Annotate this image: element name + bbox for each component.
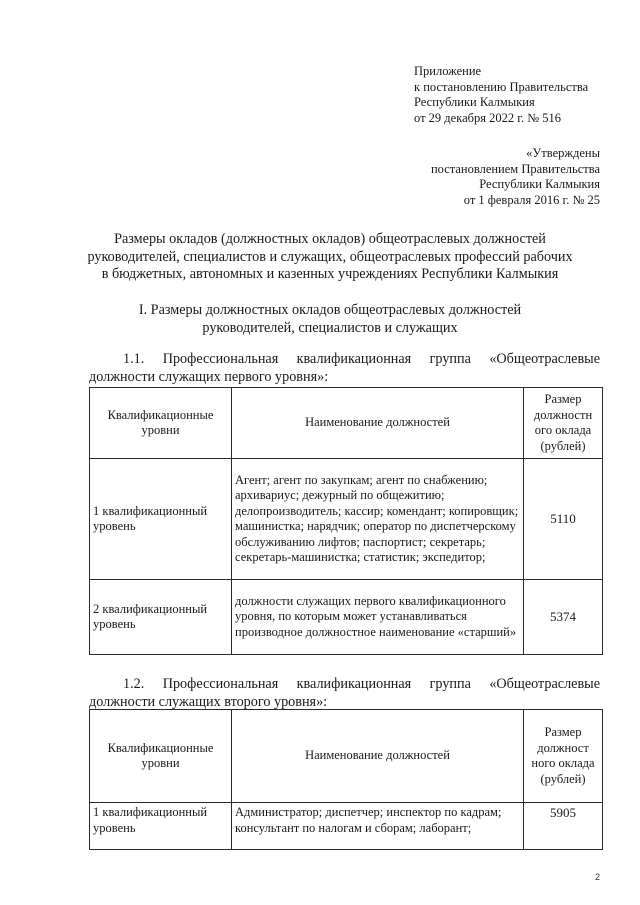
positions-cell: Агент; агент по закупкам; агент по снабжению; архивариус; дежурный по общежитию; делопроизводитель; кассир; комендант; копировщик; машинистка; нарядчик; оператор по диспетчерскому обслуживанию лифтов; паспортист; секретарь; секретарь-машинистка; статистик; экспедитор; bbox=[232, 459, 524, 580]
group-heading-line: должности служащих первого уровня»: bbox=[89, 368, 329, 385]
group-heading-line: должности служащих второго уровня»: bbox=[89, 693, 328, 710]
group-heading-1-1 bbox=[89, 351, 600, 386]
table-row bbox=[90, 580, 603, 655]
approval-line: постановлением Правительства bbox=[430, 161, 600, 176]
header-positions: Наименование должностей bbox=[232, 388, 524, 459]
appendix-line: Приложение bbox=[414, 64, 482, 78]
title-line: руководителей, специалистов и служащих, общеотраслевых профессий рабочих bbox=[87, 248, 573, 265]
positions-cell: Администратор; диспетчер; инспектор по кадрам; консультант по налогам и сборам; лаборант; bbox=[232, 803, 524, 850]
group-heading-line: 1.2. Профессиональная квалификационная группа «Общеотраслевые bbox=[123, 676, 600, 692]
salary-cell: 5374 bbox=[524, 580, 603, 655]
page-number: 2 bbox=[594, 872, 600, 882]
salary-cell: 5905 bbox=[524, 803, 603, 850]
section-heading bbox=[60, 302, 600, 337]
approval-reference bbox=[360, 146, 600, 208]
header-levels: Квалификационные уровни bbox=[90, 388, 232, 459]
appendix-line: Республики Калмыкия bbox=[414, 95, 535, 109]
approval-line: от 1 февраля 2016 г. № 25 bbox=[463, 192, 600, 207]
table-row bbox=[90, 459, 603, 580]
header-salary: Размер должностн ого оклада (рублей) bbox=[524, 388, 603, 459]
header-positions: Наименование должностей bbox=[232, 710, 524, 803]
salary-table-1-2 bbox=[89, 709, 603, 850]
group-heading-1-2 bbox=[89, 676, 600, 711]
appendix-reference bbox=[414, 64, 624, 126]
approval-line: Республики Калмыкия bbox=[479, 177, 600, 191]
title-line: в бюджетных, автономных и казенных учреждениях Республики Калмыкия bbox=[101, 266, 559, 282]
group-heading-line: 1.1. Профессиональная квалификационная группа «Общеотраслевые bbox=[123, 351, 600, 367]
table-header-row bbox=[90, 388, 603, 459]
title-line: Размеры окладов (должностных окладов) общеотраслевых должностей bbox=[114, 231, 546, 247]
appendix-line: к постановлению Правительства bbox=[414, 79, 589, 94]
table-row bbox=[90, 803, 603, 850]
header-levels: Квалификационные уровни bbox=[90, 710, 232, 803]
table-header-row bbox=[90, 710, 603, 803]
approval-line: «Утверждены bbox=[526, 146, 600, 160]
header-salary: Размер должност ного оклада (рублей) bbox=[524, 710, 603, 803]
document-title bbox=[60, 231, 600, 284]
section-heading-line: I. Размеры должностных окладов общеотраслевых должностей bbox=[138, 302, 522, 318]
level-cell: 2 квалификационный уровень bbox=[90, 580, 232, 655]
section-heading-line: руководителей, специалистов и служащих bbox=[202, 319, 458, 336]
positions-cell: должности служащих первого квалификационного уровня, по которым может устанавливаться производное должностное наименование «старший» bbox=[232, 580, 524, 655]
salary-cell: 5110 bbox=[524, 459, 603, 580]
salary-table-1-1 bbox=[89, 387, 603, 655]
level-cell: 1 квалификационный уровень bbox=[90, 459, 232, 580]
level-cell: 1 квалификационный уровень bbox=[90, 803, 232, 850]
appendix-line: от 29 декабря 2022 г. № 516 bbox=[414, 110, 562, 125]
